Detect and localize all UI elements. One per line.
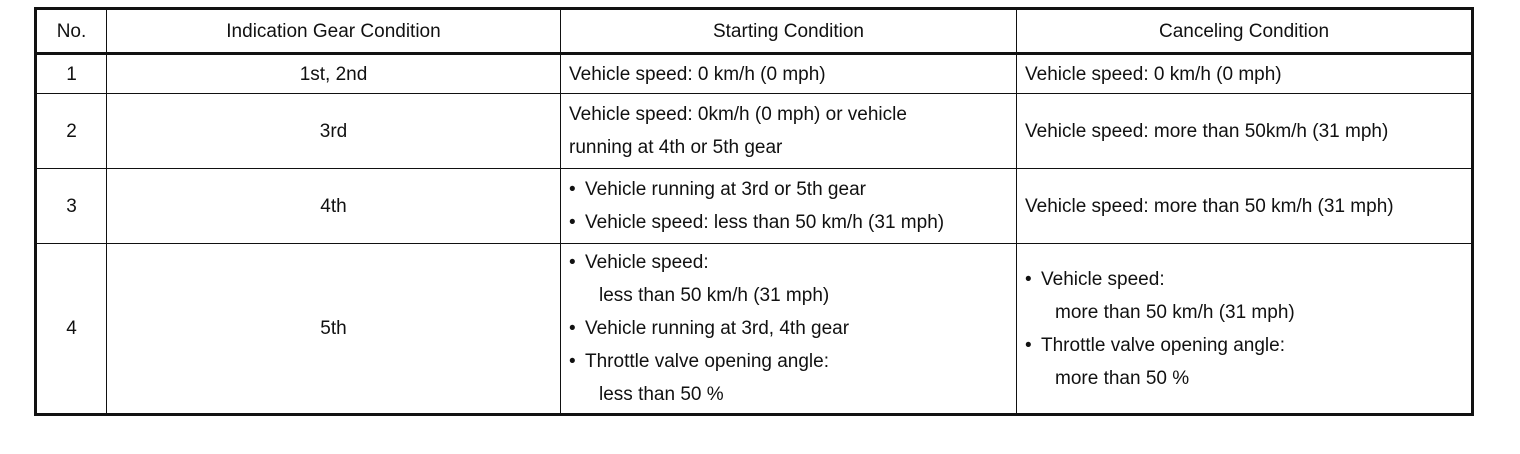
condition-continuation: more than 50 % <box>1055 367 1190 389</box>
condition-text: Vehicle speed: <box>585 252 709 273</box>
bullet-icon: • <box>569 351 576 372</box>
gear-indication-table <box>34 7 1474 416</box>
gear-condition: 3rd <box>107 94 561 169</box>
row-number: 2 <box>36 94 107 169</box>
condition-text: Vehicle speed: <box>1041 268 1165 290</box>
condition-bullet-item <box>569 246 1008 279</box>
table-header-row <box>36 9 1473 54</box>
condition-continuation: less than 50 km/h (31 mph) <box>599 285 830 306</box>
bullet-icon: • <box>1025 268 1032 290</box>
canceling-condition <box>1017 94 1473 169</box>
condition-text: Throttle valve opening angle: <box>585 351 829 372</box>
condition-bullet-item <box>1025 329 1463 362</box>
bullet-icon: • <box>1025 334 1032 356</box>
condition-bullet-item <box>569 312 1008 345</box>
condition-text: Vehicle speed: more than 50km/h (31 mph) <box>1025 120 1389 142</box>
gear-condition: 4th <box>107 169 561 244</box>
condition-text: Vehicle speed: 0 km/h (0 mph) <box>1025 63 1282 85</box>
gear-condition: 1st, 2nd <box>107 54 561 94</box>
header-no: No. <box>36 9 107 54</box>
row-number: 3 <box>36 169 107 244</box>
condition-text: Vehicle speed: 0km/h (0 mph) or vehicle <box>569 104 907 125</box>
condition-bullet-item <box>569 345 1008 378</box>
bullet-icon: • <box>569 179 576 200</box>
row-number: 4 <box>36 244 107 415</box>
condition-text: running at 4th or 5th gear <box>569 137 783 158</box>
condition-text: Vehicle running at 3rd or 5th gear <box>585 179 866 200</box>
bullet-icon: • <box>569 212 576 233</box>
condition-text: Vehicle running at 3rd, 4th gear <box>585 318 850 339</box>
condition-bullet-item <box>569 173 1008 206</box>
table-row <box>36 169 1473 244</box>
table-row <box>36 94 1473 169</box>
gear-condition: 5th <box>107 244 561 415</box>
header-canceling-condition: Canceling Condition <box>1017 9 1473 54</box>
condition-continuation: more than 50 km/h (31 mph) <box>1055 301 1295 323</box>
starting-condition <box>561 244 1017 415</box>
table-row <box>36 54 1473 94</box>
condition-bullet-item <box>1025 263 1463 296</box>
bullet-icon: • <box>569 252 576 273</box>
starting-condition <box>561 169 1017 244</box>
condition-text: Vehicle speed: more than 50 km/h (31 mph) <box>1025 195 1394 217</box>
starting-condition <box>561 54 1017 94</box>
condition-bullet-item <box>569 206 1008 239</box>
canceling-condition <box>1017 54 1473 94</box>
condition-continuation: less than 50 % <box>599 384 724 405</box>
row-number: 1 <box>36 54 107 94</box>
bullet-icon: • <box>569 318 576 339</box>
header-indication-gear-condition: Indication Gear Condition <box>107 9 561 54</box>
header-starting-condition: Starting Condition <box>561 9 1017 54</box>
condition-text: Throttle valve opening angle: <box>1041 334 1285 356</box>
starting-condition <box>561 94 1017 169</box>
canceling-condition <box>1017 169 1473 244</box>
canceling-condition <box>1017 244 1473 415</box>
condition-text: Vehicle speed: less than 50 km/h (31 mph) <box>585 212 945 233</box>
table-row <box>36 244 1473 415</box>
condition-text: Vehicle speed: 0 km/h (0 mph) <box>569 63 826 85</box>
